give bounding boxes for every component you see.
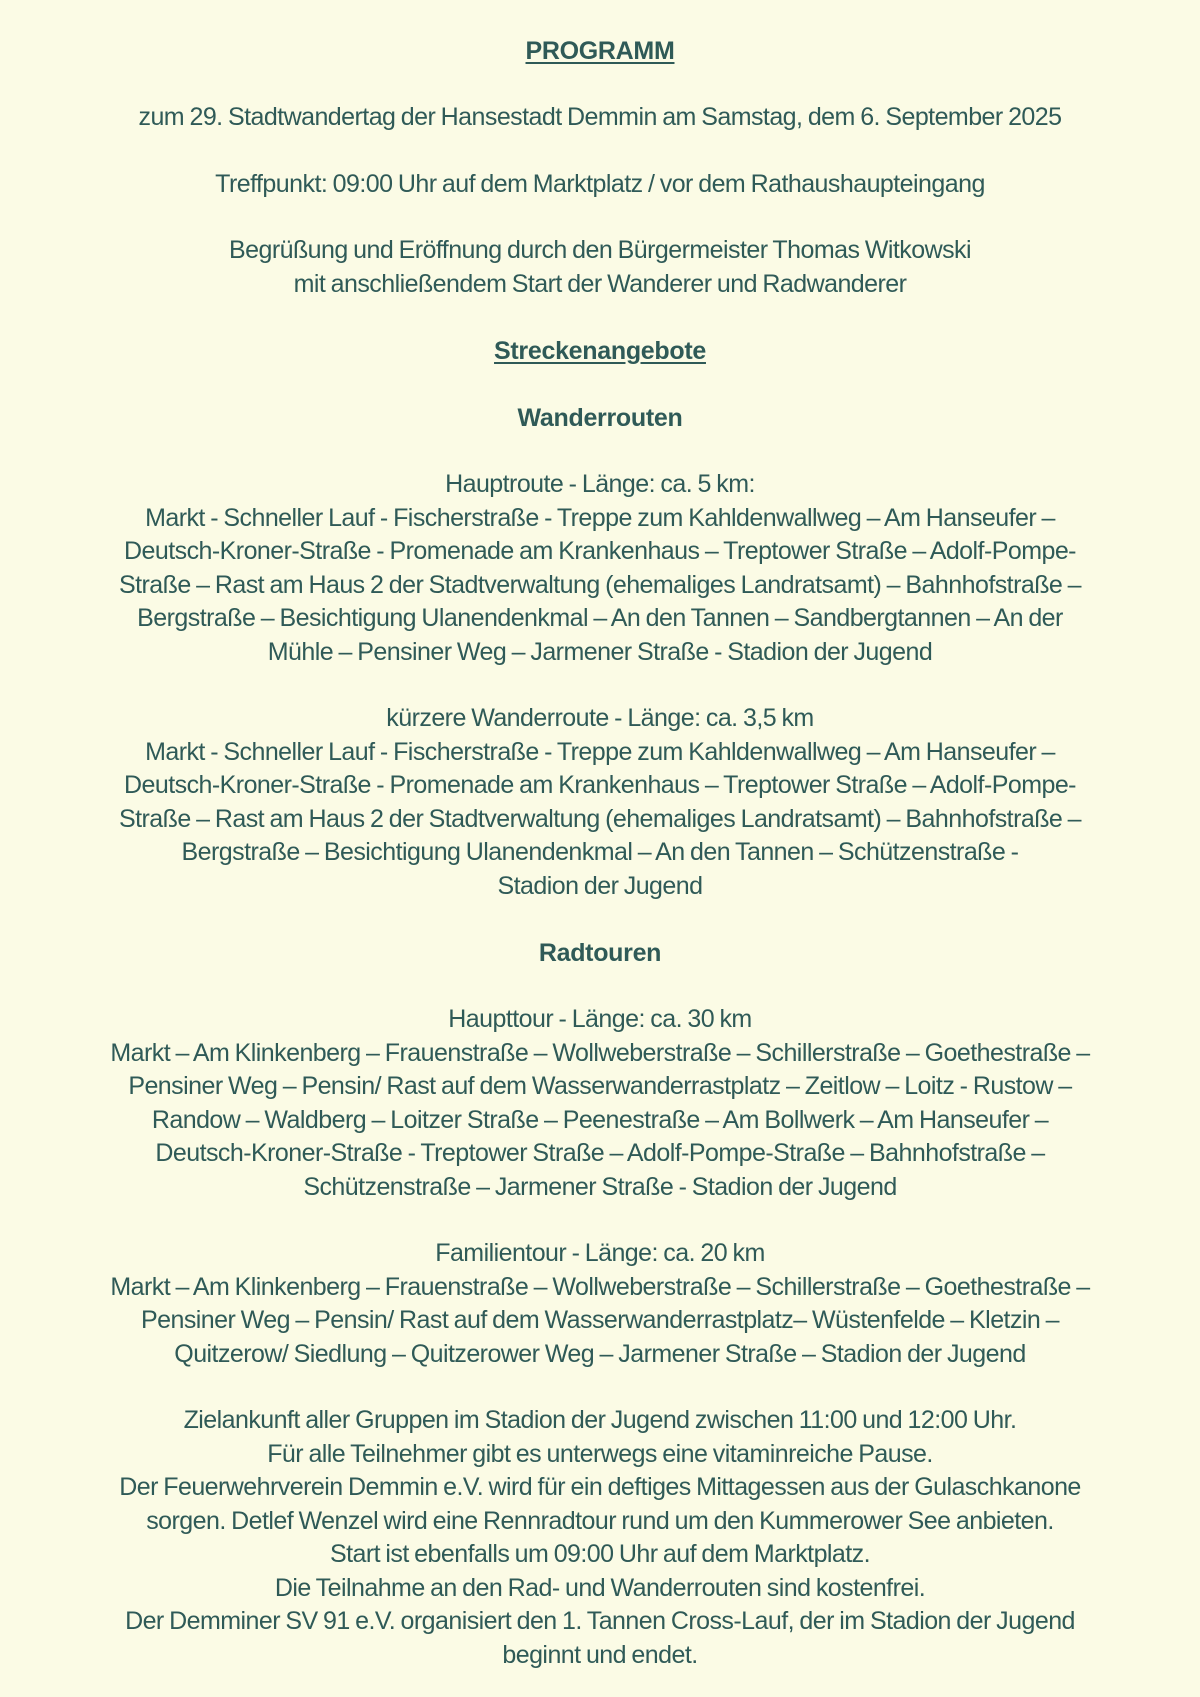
- hiking-main-route: [40, 468, 1160, 669]
- intro-line: zum 29. Stadtwandertag der Hansestadt Demmin am Samstag, dem 6. September 2025: [138, 103, 1062, 131]
- route-line: Pensiner Weg – Pensin/ Rast auf dem Wasserwanderrastplatz – Zeitlow – Loitz - Rustow –: [128, 1072, 1072, 1100]
- route-line: Deutsch-Kroner-Straße - Treptower Straße – Adolf-Pompe-Straße – Bahnhofstraße –: [155, 1139, 1045, 1167]
- closing-line: Der Demminer SV 91 e.V. organisiert den 1. Tannen Cross-Lauf, der im Stadion der Jugend: [125, 1607, 1075, 1635]
- route-title: Hauptroute - Länge: ca. 5 km:: [445, 470, 755, 498]
- spacer: [40, 1204, 1160, 1237]
- route-line: Mühle – Pensiner Weg – Jarmener Straße - Stadion der Jugend: [267, 637, 933, 666]
- spacer: [40, 368, 1160, 401]
- page-title: PROGRAMM: [525, 37, 675, 65]
- spacer: [40, 669, 1160, 702]
- closing-line: Zielankunft aller Gruppen im Stadion der Jugend zwischen 11:00 und 12:00 Uhr.: [183, 1406, 1017, 1434]
- welcome-line: mit anschließendem Start der Wanderer und Radwanderer: [293, 269, 907, 298]
- route-line: Pensiner Weg – Pensin/ Rast auf dem Wasserwanderrastplatz– Wüstenfelde – Kletzin –: [141, 1306, 1059, 1334]
- route-line: Markt - Schneller Lauf - Fischerstraße - Treppe zum Kahldenwallweg – Am Hanseufer –: [145, 737, 1055, 766]
- route-line: Stadion der Jugend: [497, 871, 703, 900]
- spacer: [40, 68, 1160, 101]
- cycling-main-tour: [40, 1003, 1160, 1204]
- closing-paragraph: [40, 1404, 1160, 1672]
- meeting-point: Treffpunkt: 09:00 Uhr auf dem Marktplatz / vor dem Rathaushaupteingang: [215, 169, 985, 198]
- closing-line: Start ist ebenfalls um 09:00 Uhr auf dem Marktplatz.: [329, 1540, 871, 1568]
- spacer: [40, 970, 1160, 1003]
- route-title: Familientour - Länge: ca. 20 km: [435, 1239, 765, 1267]
- hiking-heading: Wanderrouten: [517, 404, 683, 432]
- spacer: [40, 1371, 1160, 1404]
- spacer: [40, 301, 1160, 334]
- spacer: [40, 435, 1160, 468]
- routes-heading: Streckenangebote: [494, 337, 706, 365]
- hiking-short-route: [40, 702, 1160, 903]
- closing-line: beginnt und endet.: [502, 1640, 698, 1669]
- route-line: Randow – Waldberg – Loitzer Straße – Peenestraße – Am Bollwerk – Am Hanseufer –: [151, 1105, 1049, 1134]
- route-line: Deutsch-Kroner-Straße - Promenade am Krankenhaus – Treptower Straße – Adolf-Pompe-: [124, 771, 1076, 799]
- route-line: Straße – Rast am Haus 2 der Stadtverwaltung (ehemaliges Landratsamt) – Bahnhofstraße –: [118, 804, 1082, 833]
- cycling-heading: Radtouren: [538, 939, 662, 967]
- route-line: Markt – Am Klinkenberg – Frauenstraße – Wollweberstraße – Schillerstraße – Goethestraße –: [110, 1272, 1090, 1301]
- route-line: Bergstraße – Besichtigung Ulanendenkmal – An den Tannen – Sandbergtannen – An der: [137, 604, 1063, 632]
- spacer: [40, 201, 1160, 234]
- route-line: Straße – Rast am Haus 2 der Stadtverwaltung (ehemaliges Landratsamt) – Bahnhofstraße –: [118, 570, 1082, 599]
- closing-line: Der Feuerwehrverein Demmin e.V. wird für ein deftiges Mittagessen aus der Gulaschkanone: [119, 1473, 1081, 1501]
- route-line: Markt - Schneller Lauf - Fischerstraße - Treppe zum Kahldenwallweg – Am Hanseufer –: [145, 503, 1055, 532]
- cycling-family-tour: [40, 1237, 1160, 1371]
- spacer: [40, 903, 1160, 936]
- route-line: Deutsch-Kroner-Straße - Promenade am Krankenhaus – Treptower Straße – Adolf-Pompe-: [124, 537, 1076, 565]
- welcome-paragraph: [40, 234, 1160, 301]
- route-line: Quitzerow/ Siedlung – Quitzerower Weg – Jarmener Straße – Stadion der Jugend: [174, 1339, 1026, 1368]
- spacer: [40, 135, 1160, 168]
- route-title: Haupttour - Länge: ca. 30 km: [448, 1005, 752, 1033]
- route-line: Markt – Am Klinkenberg – Frauenstraße – Wollweberstraße – Schillerstraße – Goethestraße –: [110, 1038, 1090, 1067]
- route-line: Bergstraße – Besichtigung Ulanendenkmal – An den Tannen – Schützenstraße -: [181, 838, 1019, 866]
- welcome-line: Begrüßung und Eröffnung durch den Bürgermeister Thomas Witkowski: [229, 236, 971, 264]
- closing-line: Für alle Teilnehmer gibt es unterwegs eine vitaminreiche Pause.: [267, 1439, 933, 1468]
- closing-line: Die Teilnahme an den Rad- und Wanderrouten sind kostenfrei.: [274, 1573, 926, 1602]
- closing-line: sorgen. Detlef Wenzel wird eine Rennradtour rund um den Kummerower See anbieten.: [146, 1506, 1054, 1535]
- route-title: kürzere Wanderroute - Länge: ca. 3,5 km: [386, 704, 814, 732]
- route-line: Schützenstraße – Jarmener Straße - Stadion der Jugend: [303, 1172, 897, 1201]
